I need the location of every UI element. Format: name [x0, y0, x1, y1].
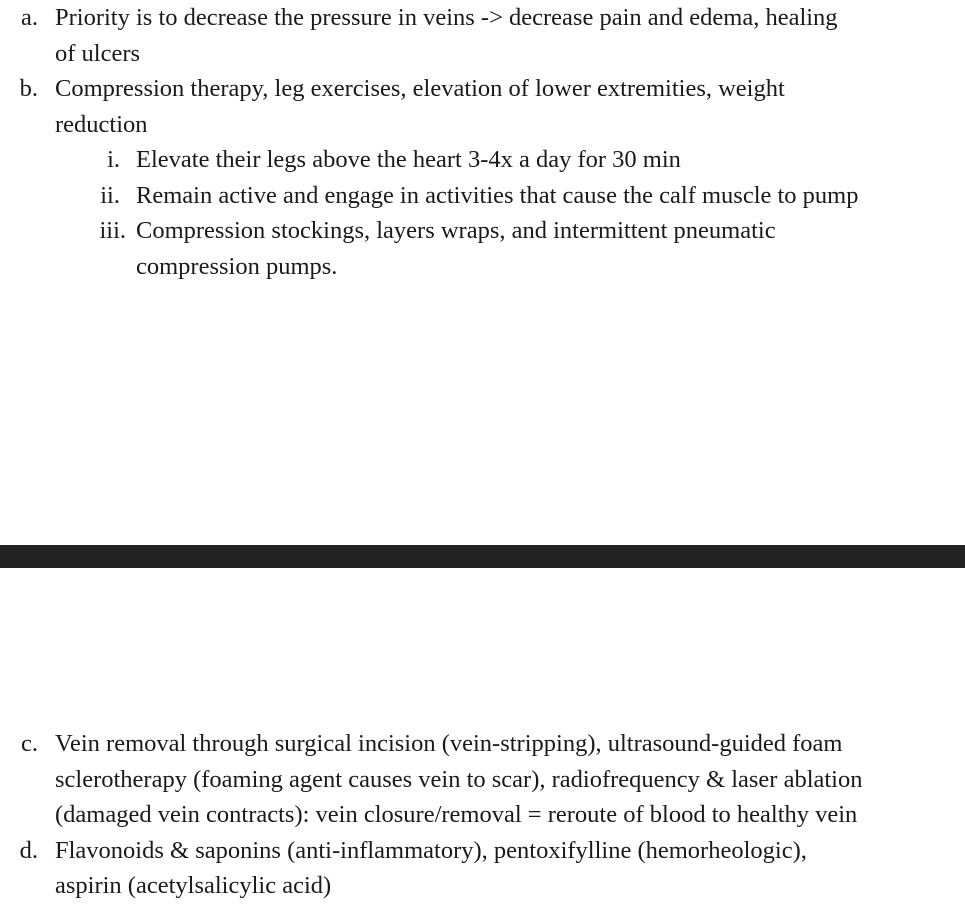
list-marker-d: d. — [19, 836, 38, 864]
list-text-a — [55, 0, 838, 71]
list-marker-a: a. — [21, 4, 38, 31]
text-line: reduction — [55, 110, 148, 138]
text-line: of ulcers — [55, 39, 141, 67]
text-line: Vein removal through surgical incision (vein-stripping), ultrasound-guided foam — [55, 730, 843, 757]
text-line: Compression therapy, leg exercises, elevation of lower extremities, weight — [55, 75, 785, 102]
page-divider-bar — [0, 545, 965, 568]
sub-list-text-i — [136, 142, 681, 178]
text-line: Flavonoids & saponins (anti-inflammatory), pentoxifylline (hemorheologic), — [55, 836, 807, 864]
text-line: aspirin (acetylsalicylic acid) — [55, 872, 332, 899]
text-line: Remain active and engage in activities that cause the calf muscle to pump — [136, 181, 859, 209]
sub-list-marker-i: i. — [107, 146, 120, 173]
list-text-c — [55, 726, 862, 833]
sub-list-text-iii — [136, 213, 776, 284]
list-marker-c: c. — [21, 730, 38, 757]
sub-list-marker-ii: ii. — [100, 181, 120, 209]
list-marker-b: b. — [19, 75, 38, 102]
text-line: Priority is to decrease the pressure in veins -> decrease pain and edema, healing — [55, 4, 838, 31]
text-line: sclerotherapy (foaming agent causes vein to scar), radiofrequency & laser ablation — [55, 765, 863, 793]
document-page-bottom — [0, 568, 965, 902]
text-line: compression pumps. — [136, 252, 338, 280]
sub-list-text-ii — [136, 178, 859, 214]
text-line: Elevate their legs above the heart 3-4x a day for 30 min — [136, 146, 681, 173]
list-text-b — [55, 71, 785, 142]
text-line: Compression stockings, layers wraps, and intermittent pneumatic — [136, 217, 776, 244]
text-line: (damaged vein contracts): vein closure/removal = reroute of blood to healthy vein — [55, 801, 858, 828]
sub-list-marker-iii: iii. — [99, 217, 126, 244]
list-text-d — [55, 833, 807, 904]
